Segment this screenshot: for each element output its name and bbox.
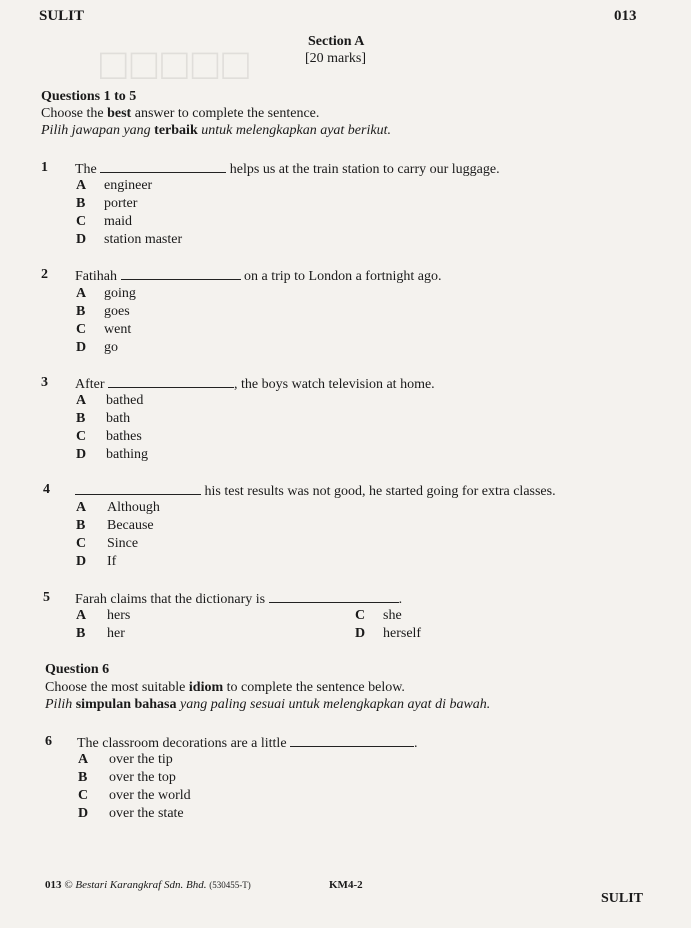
question-5-number: 5	[43, 590, 50, 605]
question-6-stem	[77, 734, 418, 752]
q5-option-c-letter: C	[355, 608, 366, 623]
instruction-text: Choose the	[41, 106, 108, 121]
header-sulit: SULIT	[39, 8, 85, 24]
footer-publisher-name: © Bestari Karangkraf Sdn. Bhd.	[64, 879, 207, 891]
q6-option-a[interactable]: over the tip	[109, 752, 173, 767]
group1-heading: Questions 1 to 5	[41, 89, 137, 104]
q6-option-b-letter: B	[78, 770, 88, 785]
stem-text: on a trip to London a fortnight ago.	[240, 269, 442, 284]
q2-option-d-letter: D	[76, 340, 87, 355]
question-2-stem	[75, 267, 442, 285]
q3-option-d-letter: D	[76, 447, 87, 462]
instruction-malay-text: yang paling sesuai untuk melengkapkan ayat di bawah.	[176, 697, 491, 712]
question-5-stem	[75, 590, 402, 608]
q1-option-a[interactable]: engineer	[104, 178, 153, 193]
group2-heading: Question 6	[45, 662, 110, 677]
stem-text: , the boys watch television at home.	[234, 377, 435, 392]
group1-instruction	[41, 106, 319, 122]
header-paper-code: 013	[614, 8, 637, 24]
q4-option-a[interactable]: Although	[107, 500, 160, 515]
answer-blank	[269, 590, 399, 603]
stem-text: The	[75, 162, 101, 177]
q3-option-d[interactable]: bathing	[106, 447, 148, 462]
q2-option-a-letter: A	[76, 286, 87, 301]
q3-option-c[interactable]: bathes	[106, 429, 142, 444]
q1-option-b[interactable]: porter	[104, 196, 138, 211]
q5-option-b-letter: B	[76, 626, 86, 641]
bleed-through-text: □□□□□	[100, 40, 253, 89]
q5-option-c[interactable]: she	[383, 608, 402, 623]
q4-option-a-letter: A	[76, 500, 87, 515]
stem-text: helps us at the train station to carry our luggage.	[226, 162, 500, 177]
question-1-number: 1	[41, 160, 48, 175]
q1-option-b-letter: B	[76, 196, 86, 211]
question-3-number: 3	[41, 375, 48, 390]
answer-blank	[121, 267, 241, 280]
q2-option-b[interactable]: goes	[104, 304, 130, 319]
answer-blank	[100, 160, 226, 173]
question-4-stem	[75, 482, 556, 500]
q1-option-d[interactable]: station master	[104, 232, 183, 247]
q4-option-d[interactable]: If	[107, 554, 117, 569]
answer-blank	[108, 375, 234, 388]
q6-option-d[interactable]: over the state	[109, 806, 184, 821]
q1-option-a-letter: A	[76, 178, 87, 193]
q2-option-a[interactable]: going	[104, 286, 136, 301]
q3-option-a-letter: A	[76, 393, 87, 408]
instruction-malay-text: Pilih	[45, 697, 76, 712]
question-1-stem	[75, 160, 500, 178]
q4-option-d-letter: D	[76, 554, 87, 569]
q1-option-c-letter: C	[76, 214, 87, 229]
q6-option-c-letter: C	[78, 788, 89, 803]
group2-instruction-malay	[45, 697, 490, 713]
q1-option-c[interactable]: maid	[104, 214, 132, 229]
stem-text: The classroom decorations are a little	[77, 736, 291, 751]
footer-publisher	[45, 879, 251, 891]
group2-instruction	[45, 680, 405, 696]
section-marks: [20 marks]	[305, 51, 367, 66]
q1-option-d-letter: D	[76, 232, 87, 247]
group1-instruction-malay	[41, 123, 391, 139]
q5-option-a[interactable]: hers	[107, 608, 131, 623]
question-6-number: 6	[45, 734, 52, 749]
q3-option-b[interactable]: bath	[106, 411, 131, 426]
section-title: Section A	[308, 34, 365, 49]
q2-option-d[interactable]: go	[104, 340, 118, 355]
question-2-number: 2	[41, 267, 48, 282]
instruction-malay-text: untuk melengkapkan ayat berikut.	[197, 123, 391, 138]
q5-option-d-letter: D	[355, 626, 366, 641]
q4-option-b[interactable]: Because	[107, 518, 154, 533]
question-4-number: 4	[43, 482, 50, 497]
stem-text: Farah claims that the dictionary is	[75, 592, 269, 607]
instruction-malay-emphasis: simpulan bahasa	[75, 697, 177, 712]
q6-option-b[interactable]: over the top	[109, 770, 176, 785]
answer-blank	[290, 734, 414, 747]
q4-option-c[interactable]: Since	[107, 536, 139, 551]
footer-sulit: SULIT	[601, 891, 644, 906]
q2-option-c[interactable]: went	[104, 322, 132, 337]
q6-option-c[interactable]: over the world	[109, 788, 191, 803]
q6-option-a-letter: A	[78, 752, 89, 767]
q3-option-c-letter: C	[76, 429, 87, 444]
q2-option-b-letter: B	[76, 304, 86, 319]
q4-option-b-letter: B	[76, 518, 86, 533]
instruction-text: to complete the sentence below.	[223, 680, 405, 695]
q2-option-c-letter: C	[76, 322, 87, 337]
q4-option-c-letter: C	[76, 536, 87, 551]
stem-text: After	[75, 377, 109, 392]
instruction-malay-emphasis: terbaik	[154, 123, 198, 138]
stem-text: .	[398, 592, 403, 607]
instruction-emphasis: best	[107, 106, 132, 121]
footer-code: 013	[45, 879, 62, 891]
stem-text: .	[414, 736, 418, 751]
q3-option-b-letter: B	[76, 411, 86, 426]
q5-option-d[interactable]: herself	[383, 626, 422, 641]
instruction-text: Choose the most suitable	[45, 680, 189, 695]
footer-page-code: KM4-2	[329, 879, 363, 891]
q3-option-a[interactable]: bathed	[106, 393, 144, 408]
stem-text: Fatihah	[75, 269, 121, 284]
q5-option-a-letter: A	[76, 608, 87, 623]
q6-option-d-letter: D	[78, 806, 89, 821]
stem-text: his test results was not good, he started going for extra classes.	[201, 484, 556, 499]
instruction-text: answer to complete the sentence.	[131, 106, 320, 121]
q5-option-b[interactable]: her	[107, 626, 125, 641]
question-3-stem	[75, 375, 435, 393]
answer-blank	[75, 482, 201, 495]
instruction-malay-text: Pilih jawapan yang	[41, 123, 155, 138]
footer-reg-number: (530455-T)	[209, 880, 251, 890]
instruction-emphasis: idiom	[188, 680, 224, 695]
